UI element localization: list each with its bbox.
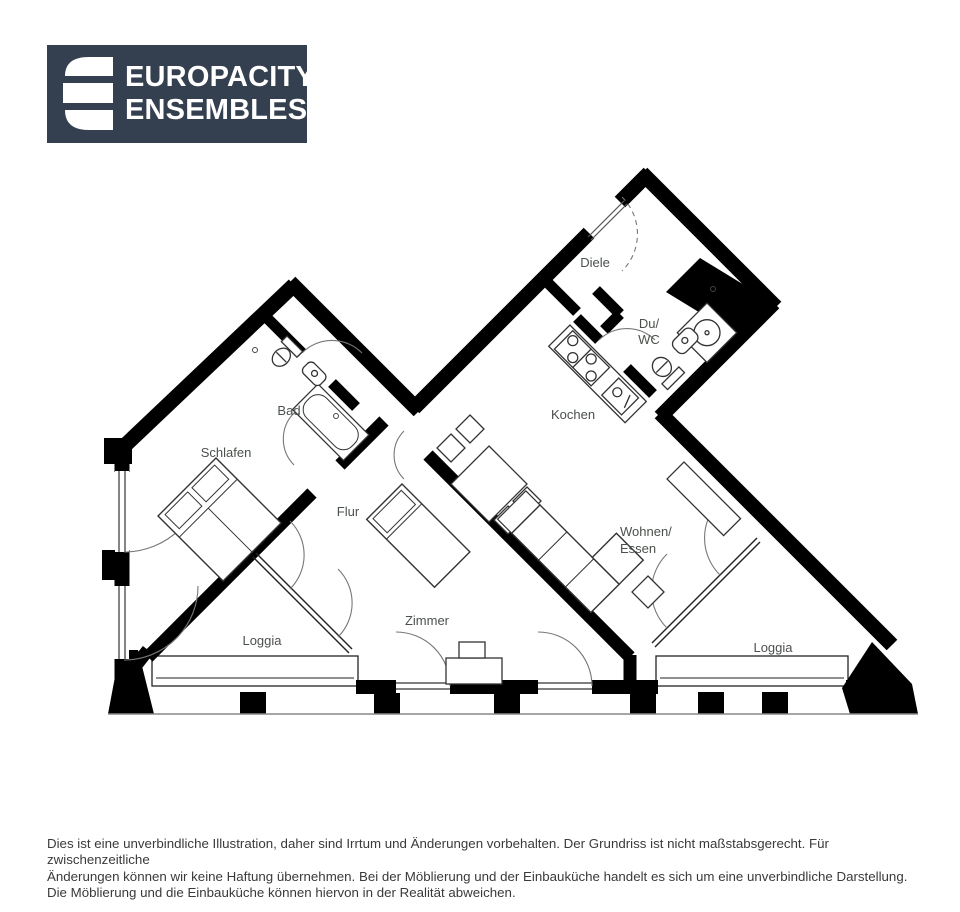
double-bed-icon bbox=[158, 458, 281, 581]
room-label-wohnen-1: Wohnen/ bbox=[620, 524, 672, 539]
loggia-right-railing bbox=[656, 656, 848, 686]
room-label-flur: Flur bbox=[336, 504, 360, 519]
room-label-loggia-left: Loggia bbox=[242, 633, 282, 648]
brand-line2: ENSEMBLES bbox=[125, 94, 308, 126]
disclaimer-line-1: Dies ist eine unverbindliche Illustration, daher sind Irrtum und Änderungen vorbehalten. Der Grundriss ist nicht maßstabsgerecht. Für zwischenzeitliche bbox=[47, 836, 829, 868]
single-bed-icon bbox=[367, 484, 470, 587]
zimmer-window-arc-2 bbox=[538, 632, 592, 686]
room-label-zimmer: Zimmer bbox=[404, 613, 450, 628]
entrance-door-arc bbox=[622, 197, 637, 271]
loggia-glass-walls bbox=[253, 538, 760, 653]
room-label-diele: Diele bbox=[580, 255, 610, 270]
room-label-bad: Bad bbox=[277, 403, 301, 418]
room-label-kochen: Kochen bbox=[550, 407, 596, 422]
room-label-wohnen-2: Essen bbox=[620, 541, 657, 556]
zimmer-window-arc-1 bbox=[396, 632, 450, 686]
loggia-left-railing bbox=[152, 656, 358, 686]
chair-icon bbox=[456, 415, 484, 443]
sink-icon-bad bbox=[300, 360, 328, 388]
room-label-loggia-right: Loggia bbox=[753, 640, 793, 655]
loggia-left-door-arc-2 bbox=[338, 569, 352, 637]
loggia-left-door-arc-1 bbox=[290, 521, 304, 589]
entrance-door-leaf bbox=[588, 201, 627, 240]
side-table-icon bbox=[632, 576, 664, 608]
balcony-posts bbox=[240, 692, 788, 714]
corner-right-foot bbox=[842, 642, 918, 714]
room-label-du: Du/ bbox=[638, 316, 660, 331]
brand-line1: EUROPACITY bbox=[125, 61, 315, 93]
schlafen-door-arc bbox=[283, 413, 294, 465]
disclaimer-text bbox=[47, 836, 927, 902]
outer-walls bbox=[117, 173, 892, 690]
disclaimer-line-3: Die Möblierung und die Einbauküche können hiervon in der Realität abweichen. bbox=[47, 885, 516, 901]
toilet-icon-duwc bbox=[646, 351, 684, 389]
disclaimer-line-2: Änderungen können wir keine Haftung übernehmen. Bei der Möblierung und der Einbauküche handelt es sich um eine unverbindliche Darstellung. bbox=[47, 868, 908, 884]
room-label-schlafen: Schlafen bbox=[200, 445, 252, 460]
chair-icon bbox=[437, 434, 465, 462]
room-label-wc: WC bbox=[638, 332, 660, 347]
zimmer-door-arc bbox=[394, 431, 404, 479]
handle-marker-1 bbox=[253, 348, 258, 353]
dresser-icon bbox=[446, 642, 502, 684]
